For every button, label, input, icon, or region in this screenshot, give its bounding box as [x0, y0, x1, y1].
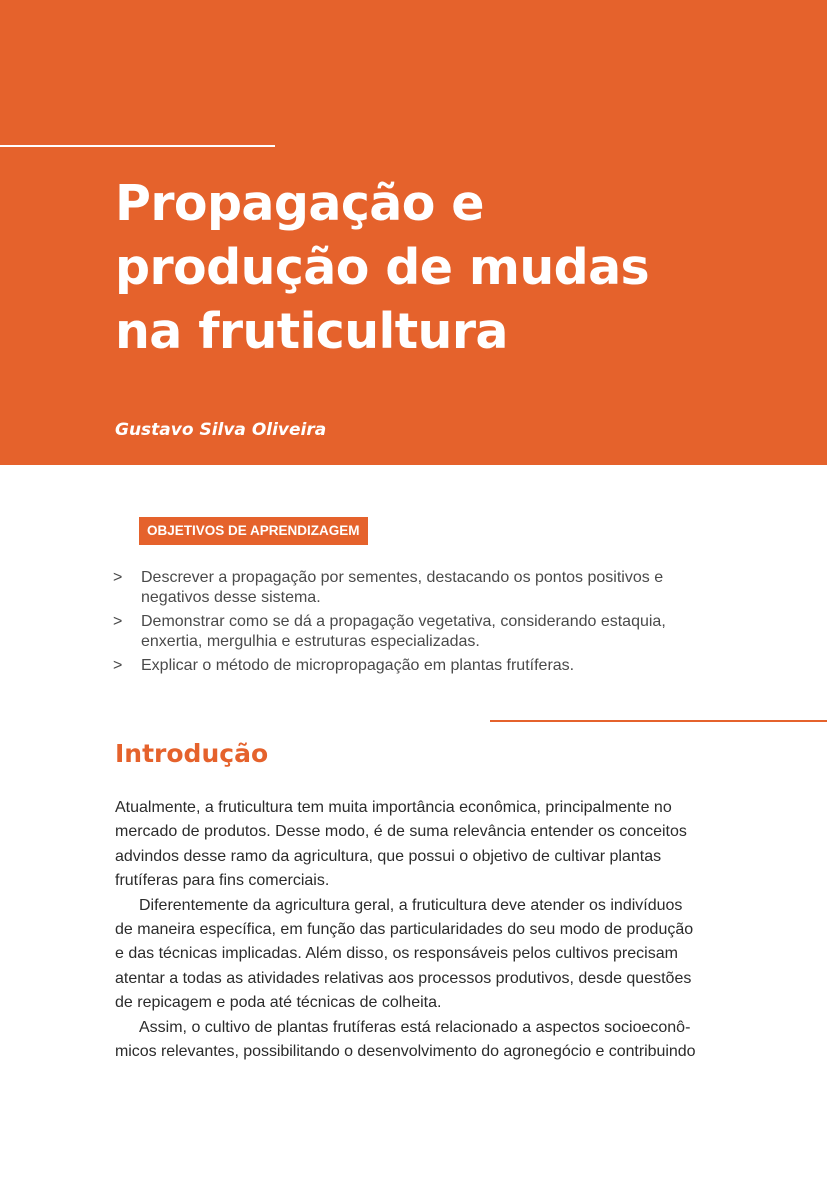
- paragraph-line: Assim, o cultivo de plantas frutíferas está relacionado a aspectos socioeconô-: [139, 1018, 691, 1036]
- title-line: Propagação e: [115, 175, 484, 232]
- paragraph-line: de maneira específica, em função das particularidades do seu modo de produção: [115, 921, 694, 939]
- bullet-chevron-icon: >: [113, 613, 123, 630]
- paragraph-line: micos relevantes, possibilitando o desenvolvimento do agronegócio e contribuindo: [115, 1043, 696, 1061]
- paragraph-line: e das técnicas implicadas. Além disso, os responsáveis pelos cultivos precisam: [115, 945, 678, 963]
- objective-line: negativos desse sistema.: [141, 589, 321, 606]
- header-rule: [0, 145, 275, 147]
- paragraph-line: de repicagem e poda até técnicas de colheita.: [115, 994, 442, 1012]
- paragraph-line: advindos desse ramo da agricultura, que possui o objetivo de cultivar plantas: [115, 847, 662, 865]
- bullet-chevron-icon: >: [113, 657, 123, 674]
- objective-line: enxertia, mergulhia e estruturas especializadas.: [141, 633, 480, 650]
- objective-item: [113, 656, 713, 676]
- paragraph-line: frutíferas para fins comerciais.: [115, 872, 330, 890]
- paragraph-line: mercado de produtos. Desse modo, é de suma relevância entender os conceitos: [115, 823, 687, 841]
- objective-line: Explicar o método de micropropagação em plantas frutíferas.: [141, 657, 575, 674]
- bullet-chevron-icon: >: [113, 569, 123, 586]
- objective-item: [113, 612, 713, 652]
- author-name: Gustavo Silva Oliveira: [115, 420, 327, 440]
- objectives-list: [113, 568, 713, 680]
- section-divider: [490, 720, 827, 722]
- objective-line: Demonstrar como se dá a propagação vegetativa, considerando estaquia,: [141, 613, 666, 630]
- objective-line: Descrever a propagação por sementes, destacando os pontos positivos e: [141, 569, 664, 586]
- title-line: na fruticultura: [115, 303, 508, 360]
- paragraph-line: Diferentemente da agricultura geral, a fruticultura deve atender os indivíduos: [139, 896, 683, 914]
- paragraph-line: Atualmente, a fruticultura tem muita importância econômica, principalmente no: [115, 799, 672, 816]
- page-title: [115, 172, 795, 364]
- objective-item: [113, 568, 713, 608]
- paragraph-line: atentar a todas as atividades relativas aos processos produtivos, desde questões: [115, 969, 692, 987]
- header-banner: [0, 0, 827, 465]
- objectives-label: OBJETIVOS DE APRENDIZAGEM: [139, 517, 368, 545]
- section-heading: Introdução: [115, 739, 269, 768]
- body-text: [115, 796, 695, 1064]
- title-line: produção de mudas: [115, 239, 650, 296]
